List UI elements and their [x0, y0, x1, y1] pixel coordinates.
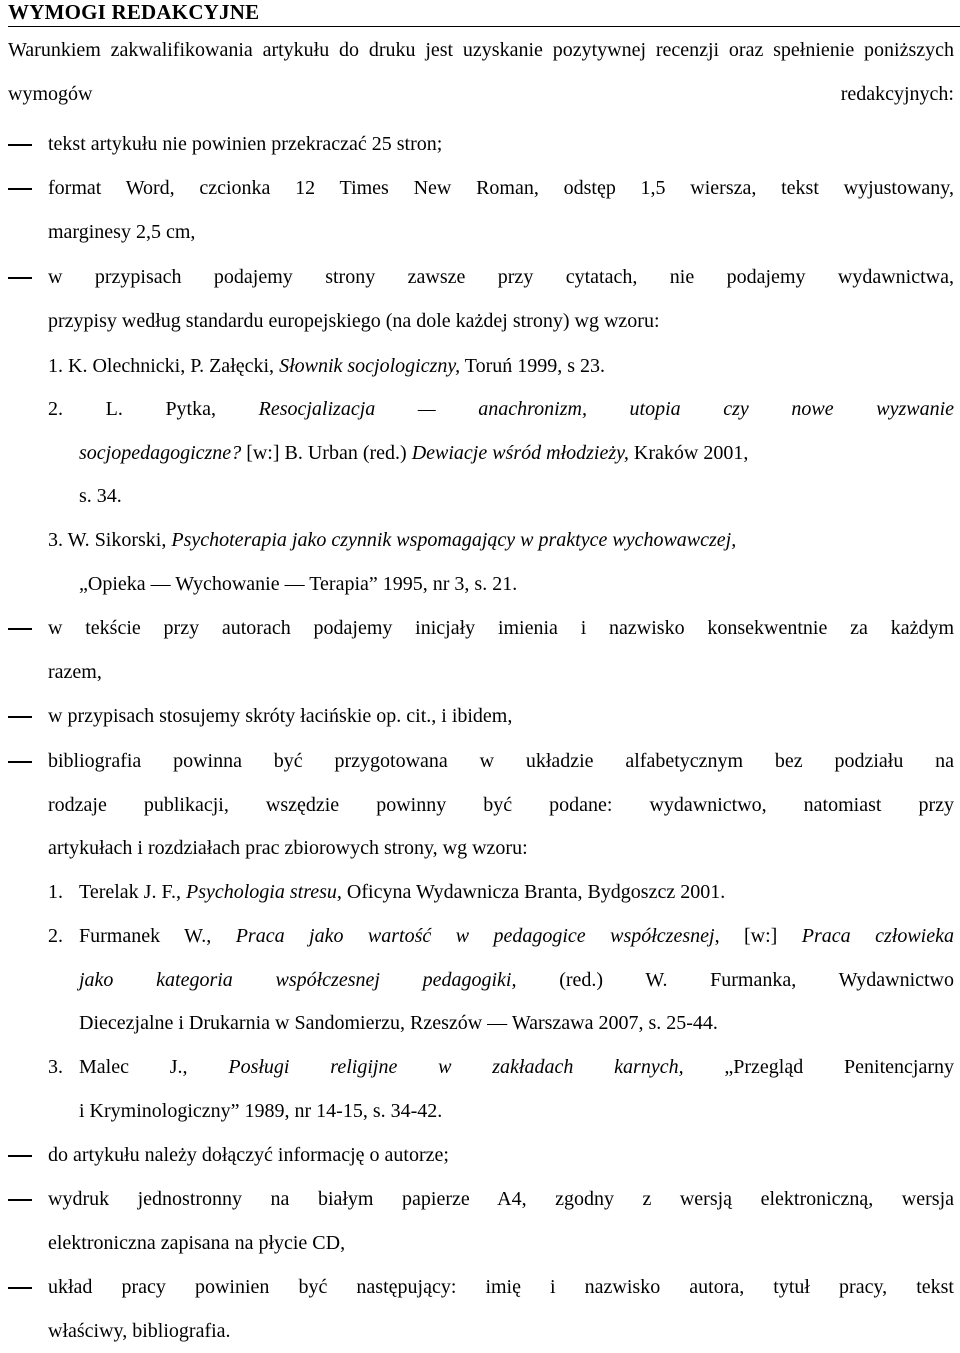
intro-line-1: [8, 29, 954, 116]
bibliography-example-1: 1. Terelak J. F., Psychologia stresu, Oficyna Wydawnicza Branta, Bydgoszcz 2001.: [48, 881, 726, 903]
dash-marker: [8, 277, 32, 279]
bibliography-example-3: 3. Malec J., Posługi religijne w zakładach karnych, „Przegląd Penitencjarny i Kryminologiczny” 1989, nr 14-15, s. 34-42.: [48, 1056, 954, 1122]
list-item: układ pracy powinien być następujący: imię i nazwisko autora, tytuł pracy, tekst właściwy, bibliografia.: [8, 1266, 954, 1353]
dash-marker: [8, 761, 32, 763]
list-item: format Word, czcionka 12 Times New Roman, odstęp 1,5 wiersza, tekst wyjustowany, marginesy 2,5 cm,: [8, 167, 954, 254]
list-item: w przypisach podajemy strony zawsze przy cytatach, nie podajemy wydawnictwa, przypisy według standardu europejskiego (na dole każdej strony) wg wzoru:: [8, 256, 954, 343]
page-title: WYMOGI REDAKCYJNE: [8, 0, 960, 27]
list-item: wydruk jednostronny na białym papierze A4, zgodny z wersją elektroniczną, wersja elektroniczna zapisana na płycie CD,: [8, 1178, 954, 1265]
dash-marker: [8, 1199, 32, 1201]
list-item: bibliografia powinna być przygotowana w układzie alfabetycznym bez podziału na rodzaje publikacji, wszędzie powinny być podane: wydawnictwo, natomiast przy artykułach i rozdziałach prac zbiorowych strony, wg wzoru:: [8, 740, 954, 871]
bibliography-example-2: 2. Furmanek W., Praca jako wartość w pedagogice współczesnej, [w:] Praca człowieka jako kategoria współczesnej pedagogiki, (red.) W. Furmanka, Wydawnictwo Diecezjalne i Drukarnia w Sandomierzu, Rzeszów — Warszawa 2007, s. 25-44.: [48, 925, 955, 1034]
footnote-example-3: 3. W. Sikorski, Psychoterapia jako czynnik wspomagający w praktyce wychowawczej, „Opieka — Wychowanie — Terapia” 1995, nr 3, s. 21.: [48, 529, 737, 595]
footnote-example-1: 1. K. Olechnicki, P. Załęcki, Słownik socjologiczny, Toruń 1999, s 23.: [48, 355, 606, 377]
footnote-example-2: 2. L. Pytka, Resocjalizacja — anachronizm, utopia czy nowe wyzwanie socjopedagogiczne? [w:] B. Urban (red.) Dewiacje wśród młodzieży, Kraków 2001, s. 34.: [48, 398, 955, 507]
dash-marker: [8, 1287, 32, 1289]
list-item: w przypisach stosujemy skróty łacińskie op. cit., i ibidem,: [8, 695, 954, 739]
list-item: do artykułu należy dołączyć informację o autorze;: [8, 1134, 954, 1178]
list-item: w tekście przy autorach podajemy inicjały imienia i nazwisko konsekwentnie za każdym razem,: [8, 607, 954, 694]
dash-marker: [8, 716, 32, 718]
dash-marker: [8, 1155, 32, 1157]
dash-marker: [8, 144, 32, 146]
dash-marker: [8, 628, 32, 630]
dash-marker: [8, 188, 32, 190]
list-item: tekst artykułu nie powinien przekraczać 25 stron;: [8, 123, 954, 167]
intro-text: Warunkiem zakwalifikowania artykułu do druku jest uzyskanie pozytywnej recenzji oraz spełnienie poniższych wymogów redakcyjnych:: [8, 39, 954, 105]
